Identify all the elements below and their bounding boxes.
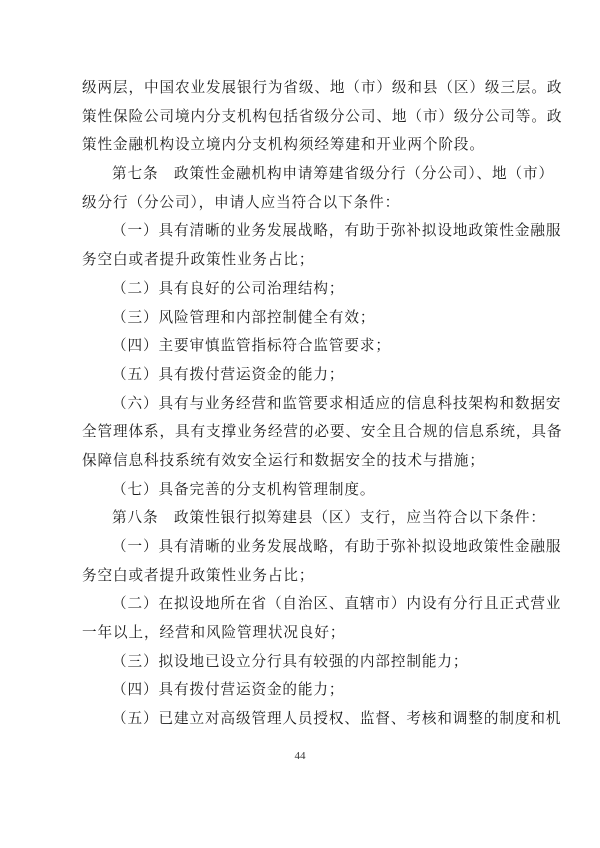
list-item-line: （四）主要审慎监管指标符合监管要求； bbox=[112, 337, 391, 355]
text-line: 级两层，中国农业发展银行为省级、地（市）级和县（区）级三层。政 bbox=[82, 79, 563, 96]
article-8-heading-line: 第八条 政策性银行拟筹建县（区）支行，应当符合以下条件： bbox=[112, 509, 546, 527]
list-item-line: （七）具备完善的分支机构管理制度。 bbox=[112, 480, 376, 498]
text-line: 保障信息科技系统有效安全运行和数据安全的技术与措施； bbox=[82, 451, 485, 469]
article-7-heading-line: 第七条 政策性金融机构申请筹建省级分行（分公司）、地（市） bbox=[112, 165, 555, 183]
list-item-line: （五）已建立对高级管理人员授权、监督、考核和调整的制度和机 bbox=[112, 710, 562, 728]
list-item-line: （三）风险管理和内部控制健全有效； bbox=[112, 308, 376, 326]
page-number: 44 bbox=[294, 750, 306, 762]
text-line: 务空白或者提升政策性业务占比； bbox=[82, 566, 315, 584]
text-line: 务空白或者提升政策性业务占比； bbox=[82, 251, 315, 269]
text-line: 策性金融机构设立境内分支机构须经筹建和开业两个阶段。 bbox=[82, 136, 485, 154]
list-item-line: （五）具有拨付营运资金的能力； bbox=[112, 365, 345, 383]
list-item-line: （六）具有与业务经营和监管要求相适应的信息科技架构和数据安 bbox=[112, 394, 562, 412]
list-item-line: （一）具有清晰的业务发展战略，有助于弥补拟设地政策性金融服 bbox=[112, 538, 562, 555]
text-line: 一年以上，经营和风险管理状况良好； bbox=[82, 624, 346, 642]
list-item-line: （四）具有拨付营运资金的能力； bbox=[112, 681, 345, 699]
document-body bbox=[82, 74, 563, 734]
list-item-line: （二）在拟设地所在省（自治区、直辖市）内设有分行且正式营业 bbox=[112, 595, 562, 613]
list-item-line: （一）具有清晰的业务发展战略，有助于弥补拟设地政策性金融服 bbox=[112, 222, 562, 240]
text-line: 策性保险公司境内分支机构包括省级分公司、地（市）级分公司等。政 bbox=[82, 107, 563, 125]
text-line: 全管理体系，具有支撑业务经营的必要、安全且合规的信息系统，具备 bbox=[82, 423, 563, 441]
list-item-line: （二）具有良好的公司治理结构； bbox=[112, 279, 345, 297]
list-item-line: （三）拟设地已设立分行具有较强的内部控制能力； bbox=[112, 652, 469, 670]
text-line: 级分行（分公司），申请人应当符合以下条件： bbox=[82, 193, 401, 211]
